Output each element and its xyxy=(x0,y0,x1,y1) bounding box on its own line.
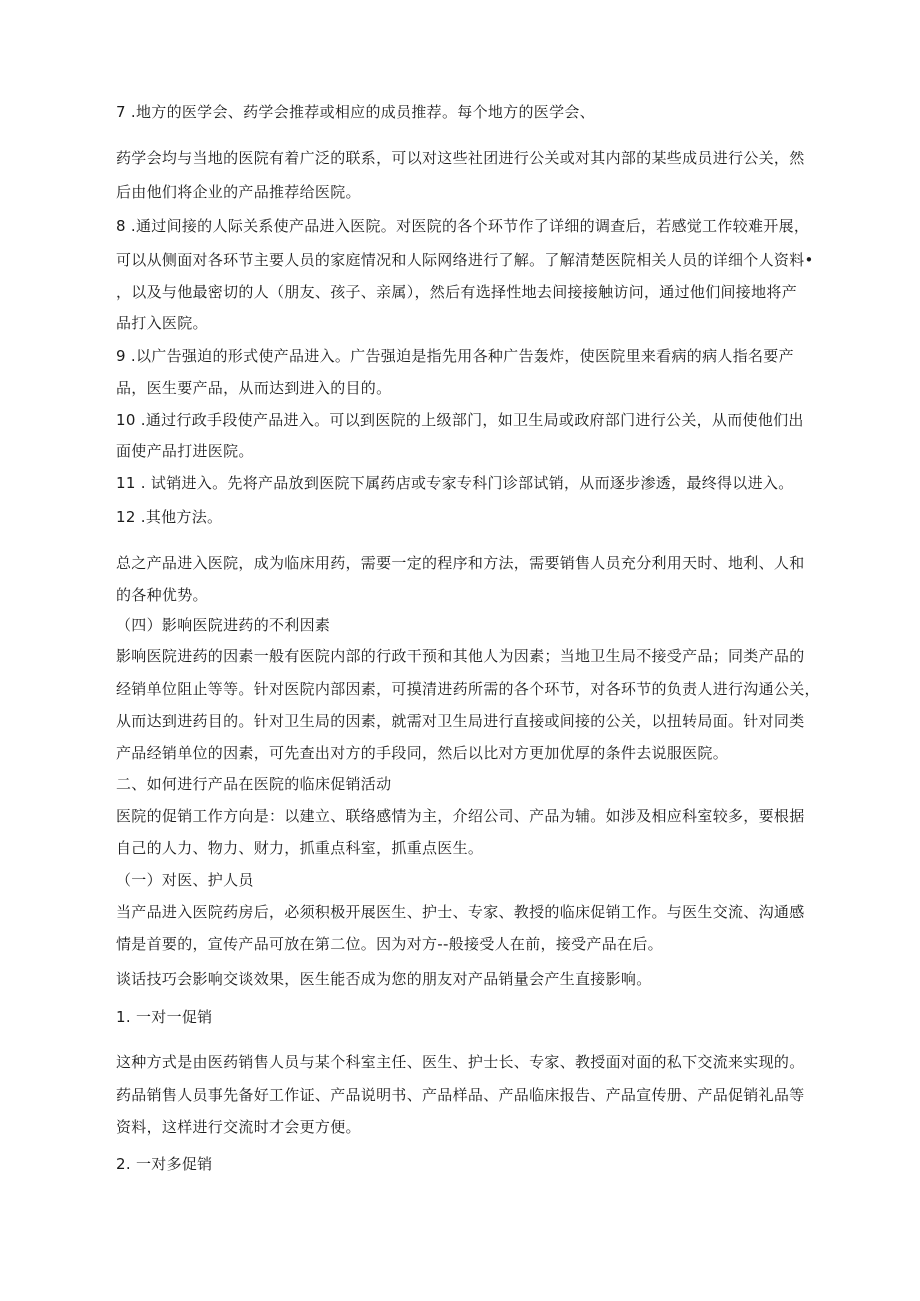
heading-one-to-one: 1. 一对一促销 xyxy=(116,1008,213,1026)
one-to-one-line-2: 药品销售人员事先备好工作证、产品说明书、产品样品、产品临床报告、产品宣传册、产品促销礼品等 xyxy=(116,1086,805,1104)
one-to-one-line-3: 资料，这样进行交流时才会更方便。 xyxy=(116,1118,361,1136)
item-8-line-4: 品打入医院。 xyxy=(116,314,208,332)
item-12-line: 12 .其他方法。 xyxy=(116,508,223,526)
section-heading-4: （四）影响医院进药的不利因素 xyxy=(116,616,331,634)
item-8-line-1: 8 .通过间接的人际关系使产品进入医院。对医院的各个环节作了详细的调查后，若感觉工作较难开展， xyxy=(116,217,810,235)
chapter-heading-2: 二、如何进行产品在医院的临床促销活动 xyxy=(116,775,392,793)
item-7-line-2: 药学会均与当地的医院有着广泛的联系，可以对这些社团进行公关或对其内部的某些成员进行公关，然 xyxy=(116,149,805,167)
item-8-line-2: 可以从侧面对各环节主要人员的家庭情况和人际网络进行了解。了解清楚医院相关人员的详细个人资料• xyxy=(116,251,814,269)
item-7-line-1: 7 .地方的医学会、药学会推荐或相应的成员推荐。每个地方的医学会、 xyxy=(116,103,595,121)
item-11-line: 11 . 试销进入。先将产品放到医院下属药店或专家专科门诊部试销，从而逐步渗透，最终得以进入。 xyxy=(116,474,794,492)
section-4-line-3: 从而达到进药目的。针对卫生局的因素，就需对卫生局进行直接或间接的公关，以扭转局面。针对同类 xyxy=(116,712,805,730)
item-8-line-3: ，以及与他最密切的人（朋友、孩子、亲属），然后有选择性地去间接接触访问，通过他们间接地将产 xyxy=(116,283,798,301)
item-9-line-1: 9 .以广告强迫的形式使产品进入。广告强迫是指先用各种广告轰炸，使医院里来看病的病人指名要产 xyxy=(116,347,794,365)
one-to-one-line-1: 这种方式是由医药销售人员与某个科室主任、医生、护士长、专家、教授面对面的私下交流来实现的。 xyxy=(116,1053,805,1071)
chapter-2-line-2: 自己的人力、物力、财力，抓重点科室，抓重点医生。 xyxy=(116,839,484,857)
summary-line-1: 总之产品进入医院，成为临床用药，需要一定的程序和方法，需要销售人员充分利用天时、地利、人和 xyxy=(116,554,805,572)
subsection-1-line-3: 谈话技巧会影响交谈效果，医生能否成为您的朋友对产品销量会产生直接影响。 xyxy=(116,970,652,988)
subsection-heading-1: （一）对医、护人员 xyxy=(116,871,254,889)
chapter-2-line-1: 医院的促销工作方向是：以建立、联络感情为主，介绍公司、产品为辅。如涉及相应科室较多，要根据 xyxy=(116,807,805,825)
section-4-line-2: 经销单位阻止等等。针对医院内部因素，可摸清进药所需的各个环节，对各环节的负责人进行沟通公关， xyxy=(116,680,820,698)
subsection-1-line-2: 情是首要的，宣传产品可放在第二位。因为对方--般接受人在前，接受产品在后。 xyxy=(116,935,663,953)
heading-one-to-many: 2. 一对多促销 xyxy=(116,1155,213,1173)
subsection-1-line-1: 当产品进入医院药房后，必须积极开展医生、护士、专家、教授的临床促销工作。与医生交流、沟通感 xyxy=(116,903,805,921)
item-10-line-2: 面使产品打进医院。 xyxy=(116,442,254,460)
section-4-line-1: 影响医院进药的因素一般有医院内部的行政干预和其他人为因素；当地卫生局不接受产品；同类产品的 xyxy=(116,647,805,665)
item-10-line-1: 10 .通过行政手段使产品进入。可以到医院的上级部门，如卫生局或政府部门进行公关，从而使他们出 xyxy=(116,411,804,429)
item-7-line-3: 后由他们将企业的产品推荐给医院。 xyxy=(116,183,361,201)
summary-line-2: 的各种优势。 xyxy=(116,586,208,604)
section-4-line-4: 产品经销单位的因素，可先查出对方的手段同，然后以比对方更加优厚的条件去说服医院。 xyxy=(116,744,729,762)
item-9-line-2: 品，医生要产品，从而达到进入的目的。 xyxy=(116,379,392,397)
